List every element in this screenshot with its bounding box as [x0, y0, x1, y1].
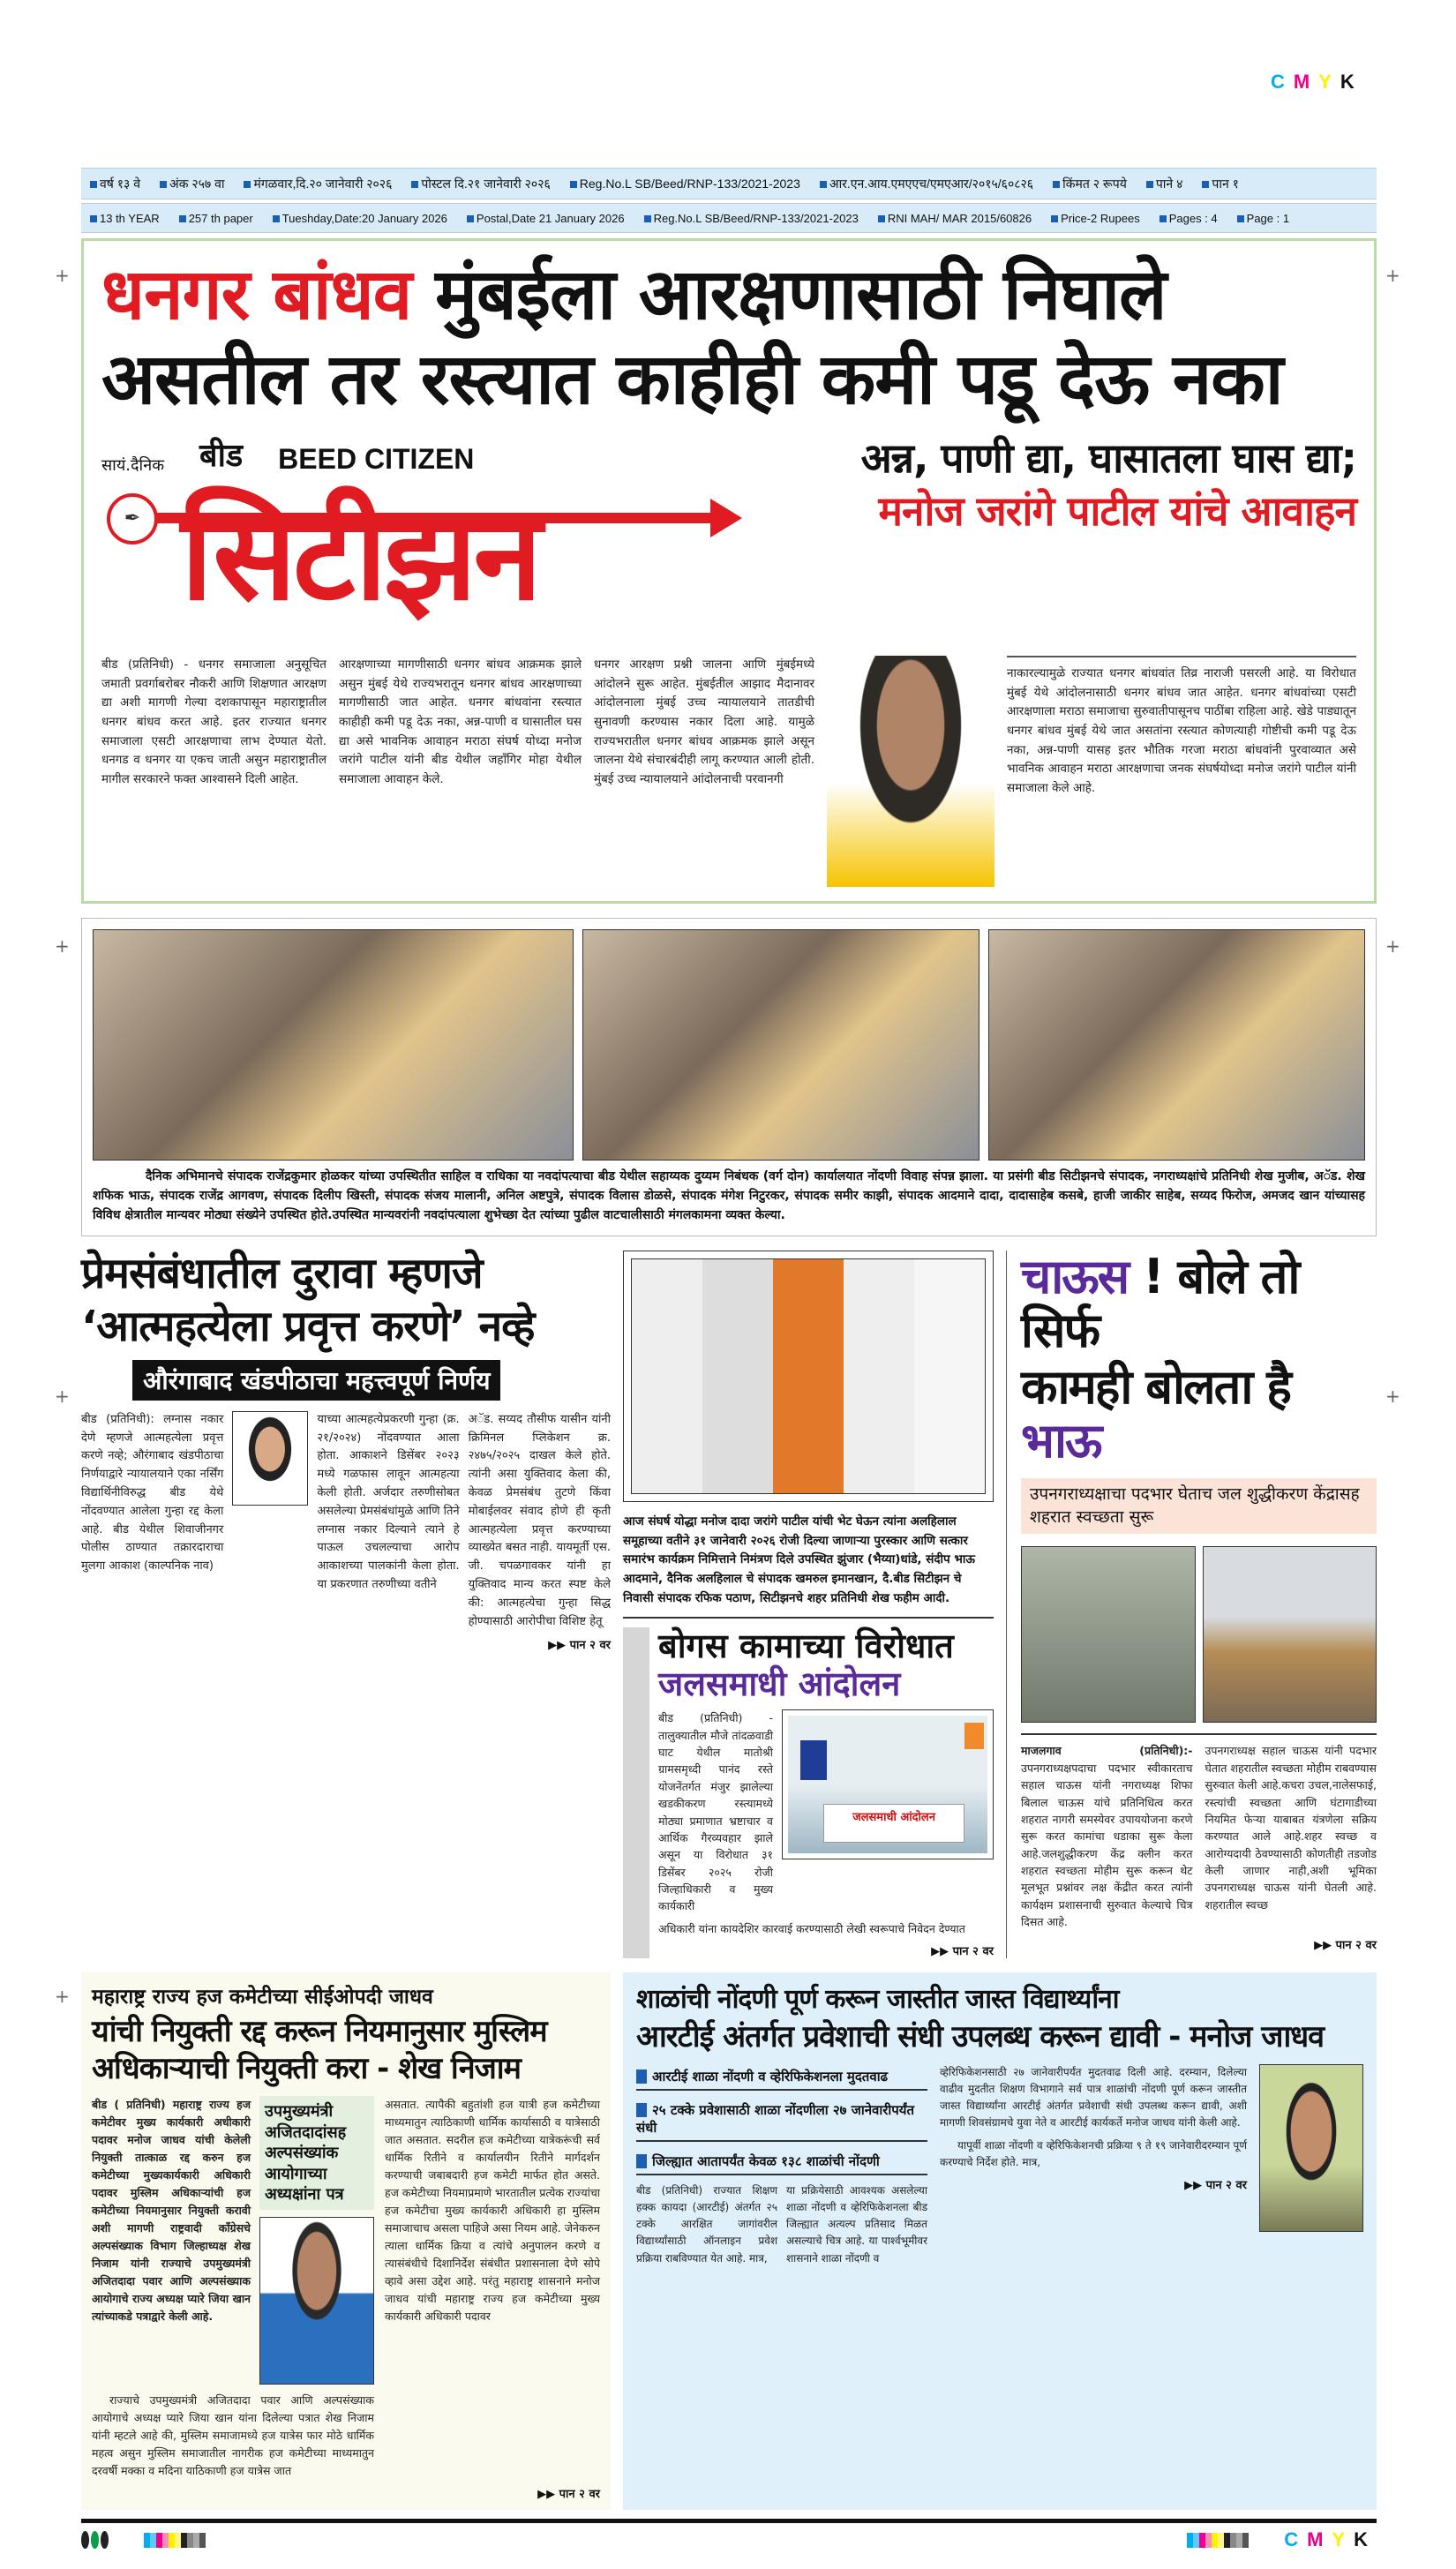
continued-link[interactable]: ▶▶ पान २ वर [81, 1636, 611, 1652]
wedding-photo-2 [582, 929, 979, 1161]
rte-story [623, 1972, 1377, 2510]
hajj-column: बीड ( प्रतिनिधी) महाराष्ट्र राज्य हज कमेटीवर मुख्य कार्यकारी अधीकारी पदावर मनोज जाधव यांची केलेली नियुक्ती तात्काळ रद्द करुन हज कमेटीच्या मुख्यकार्यकारी अधिकारी पदावर मुस्लिम अधिकाऱ्यांची हज कमेटीच्या नियमानुसार नियुक्ती करावी अशी मागणी राष्ट्रवादी कॉंग्रेसचे अल्पसंख्याक विभाग जिल्हाध्यक्ष शेख निजाम यांनी राज्याचे उपमुख्यमंत्री अजितदादा पवार आणि अल्पसंख्याक आयोगाचे राज्य अध्यक्ष प्यारे जिया खान त्यांच्याकडे पत्राद्वारे केली आहे. [92, 2098, 251, 2324]
masthead-tag: सायं.दैनिक [101, 456, 165, 476]
bogus-headline-line1: बोगस कामाच्या विरोधात [658, 1626, 954, 1666]
hajj-headline-line1: यांची नियुक्ती रद्द करून नियमानुसार मुस्लिम [92, 2014, 547, 2050]
advocate-photo [232, 1411, 308, 1506]
hajj-story [81, 1972, 611, 2510]
divider [623, 1617, 994, 1619]
chaus-column: उपनगराध्यक्ष सहाल चाऊस यांनी पदभार घेतात शहरातील स्वच्छता मोहीम राबवण्यास सुरुवात केली आहे.कचरा उचल,नालेसफाई, रस्त्यांची स्वच्छता आणि घंटागाडीच्या नियमित फेऱ्या याबाबत यंत्रणेला सक्रिय करण्यात आले आहे.शहर स्वच्छ व आरोग्यदायी ठेवण्यासाठी कोणतीही तडजोड केली जाणार नाही,अशी भूमिका उपनगराध्यक्ष चाऊस यांनी घेतली आहे. शहरातील स्वच्छ [1205, 1744, 1377, 1912]
crop-mark: + [1385, 1386, 1400, 1407]
flag-icon [800, 1740, 827, 1780]
cmyk-mark-top: CMYK [1271, 71, 1363, 93]
gray-bar [623, 1627, 649, 1958]
rte-bullet: आरटीई शाळा नोंदणी व व्हेरिफिकेशनला मुदतवाढ [636, 2064, 927, 2091]
cleanup-photo-2 [1203, 1546, 1377, 1723]
chaus-subhead: उपनगराध्यक्षाचा पदभार घेताच जल शुद्धीकरण केंद्रासह शहरात स्वच्छता सुरू [1021, 1478, 1377, 1534]
divider [1007, 656, 1356, 657]
continued-link[interactable]: ▶▶ पान २ वर [92, 2485, 600, 2501]
color-bar-right [1187, 2533, 1249, 2548]
wedding-caption: दैनिक अभिमानचे संपादक राजेंद्रकुमार होळकर यांच्या उपस्थितीत साहिल व राधिका या नवदांपत्याचा बीड येथील सहाय्यक दुय्यम निबंधक (वर्ग दोन) कार्यालयात नोंदणी विवाह संपन्न झाला. या प्रसंगी बीड सिटीझनचे संपादक, नगराध्यक्षांचे प्रतिनिधी शेख मुजीब, अॅड. शेख शफिक भाऊ, संपादक राजेंद्र आगवण, संपादक दिलीप खिस्ती, संपादक संजय मालानी, अनिल अष्टपुत्रे, संपादक विलास डोळसे, संपादक मंगेश निटुरकर, संपादक समीर काझी, संपादक आदमाने दादा, दादासाहेब कसबे, हाजी जाकीर साहेब, सय्यद फिरोज, अमजद खान यांच्यासह विविध क्षेत्रातील मान्यवर मोठ्या संख्येने उपस्थित होते.उपस्थित मान्यवरांनी नवदांपत्याला शुभेच्छा देत त्यांच्या पुढील वाटचालीसाठी मंगलकामना व्यक्त केल्या. [93, 1169, 1365, 1222]
sheikh-nizam-photo [259, 2217, 374, 2385]
court-column: बीड (प्रतिनिधी): लग्नास नकार देणे म्हणजे आत्महत्येला प्रवृत्त करणे नव्हे; औरंगाबाद खंडपीठाचा निर्णयाद्वारे न्यायालयाने एका नर्सिंग विद्यार्थिनीविरुद्ध बीड येथे नोंदवण्यात आलेला गुन्हा रद्द केला आहे. बीड येथील शिवाजीनगर पोलीस ठाण्यात तक्रारदाराचा मुलगा आकाश (काल्पनिक नाव) [81, 1412, 224, 1574]
hajj-column: राज्याचे उपमुख्यमंत्री अजितदादा पवार आणि अल्पसंख्याक आयोगाचे अध्यक्ष प्यारे जिया खान यांना दिलेल्या पत्रात शेख निजाम यांनी म्हटले आहे की, मुस्लिम समाजामध्ये हज यात्रेस फार मोठे धार्मिक महत्व असुन मुस्लिम समाजातील नागरीक हज कमेटीच्या माध्यमातुन दरवर्षी मक्का व मदिना याठिकाणी हज यात्रेस जात [92, 2393, 374, 2478]
lead-subhead: अन्न, पाणी द्या, घासातला घास द्या; मनोज जरांगे पाटील यांचे आवाहन [860, 434, 1356, 535]
crop-mark: + [55, 1986, 70, 2007]
bogus-headline-line2: जलसमाधी आंदोलन [658, 1664, 901, 1703]
masthead-city: बीड [199, 438, 244, 475]
wedding-story [81, 918, 1377, 1236]
crop-mark: + [1385, 265, 1400, 286]
crop-mark: + [1385, 935, 1400, 957]
masthead-info-marathi: वर्ष १३ वे अंक २५७ वा मंगळवार,दि.२० जानेवारी २०२६ पोस्टल दि.२१ जानेवारी २०२६ Reg.No.L SB/Beed/RNP-133/2021-2023 आर.एन.आय.एमएएच/एमएआर/२०१५/६०८२६ किंमत २ रूपये पाने ४ पान १ [81, 168, 1377, 199]
bogus-photo-frame [782, 1709, 994, 1859]
flag-icon [964, 1723, 984, 1749]
crop-mark: + [55, 265, 70, 286]
court-headline-line1: प्रेमसंबंधातील दुरावा म्हणजे [81, 1249, 483, 1299]
court-headline-line2: ‘आत्महत्येला प्रवृत्त करणे’ नव्हे [81, 1302, 535, 1351]
alhilal-photo-frame [623, 1251, 994, 1502]
chaus-column [1021, 1742, 1193, 1930]
newspaper-page [81, 168, 1377, 2569]
lead-column: बीड (प्रतिनिधी) - धनगर समाजाला अनुसूचित जमाती प्रवर्गाबरोबर नौकरी आणि शिक्षणात आरक्षण द्या अशी मागणी गेल्या दशकापासून महाराष्ट्रातील धनगर बांधव करत आहे. इतर राज्यात धनगर समाजाला एसटी आरक्षणाचा लाभ देण्यात येतो. धनगड व धनगर या एकच जाती असुन महाराष्ट्रातील मागील सरकारने फक्त आश्वासने दिली आहेत. [101, 657, 326, 786]
wedding-photo-1 [93, 929, 574, 1161]
continued-link[interactable]: ▶▶ पान २ वर [658, 1942, 994, 1958]
bogus-column: बीड (प्रतिनिधी) - तालुक्यातील मौजे तांदळवाडी घाट येथील मातोश्री ग्रामसमृध्दी पानंद रस्ते योजनेंतर्गत मंजुर झालेल्या खडकीकरण रस्त्यामध्ये मोठ्या प्रमाणात भ्रष्टाचार व आर्थिक गैरव्यवहार झाले असून या विरोधात ३१ डिसेंबर २०२५ रोजी जिल्हाधिकारी व मुख्य कार्यकारी [658, 1711, 773, 1913]
alhilal-photo [631, 1258, 986, 1494]
middle-column [623, 1251, 994, 1958]
jarange-photo [827, 656, 994, 887]
masthead-logo [101, 432, 772, 647]
chaus-column-text: उपनगराध्यक्षपदाचा पदभार स्वीकारताच सहाल चाऊस यांनी नगराध्यक्ष शिफा बिलाल चाऊस यांचे प्रतिनिधित्व करत शहरात नागरी समस्येवर उपाययोजना करणे सुरू करत कामांचा धडाका सुरू केला आहे.जलशुद्धीकरण केंद्र क्लीन करत शहरात स्वच्छता मोहीम सुरू करून थेट मूलभूत प्रश्नांवर लक्ष केंद्रीत करत त्यांनी कार्यक्षम प्रशासनाची सुरुवात केल्याचे चित्र दिसत आहे. [1021, 1761, 1193, 1929]
chaus-dateline: माजलगाव (प्रतिनिधी):- [1021, 1744, 1193, 1758]
registration-mark [81, 2531, 109, 2549]
manoj-jadhav-photo [1259, 2064, 1363, 2232]
court-band: औरंगाबाद खंडपीठाचा महत्त्वपूर्ण निर्णय [132, 1360, 500, 1401]
masthead-english: BEED CITIZEN [278, 443, 475, 476]
hajj-box: उपमुख्यमंत्री अजितदादांसह अल्पसंख्यांक आयोगाच्या अध्यक्षांना पत्र [259, 2096, 374, 2210]
pen-tip-icon [710, 499, 742, 537]
court-column: अॅड. सय्यद तौसीफ यासीन यांनी क्रिमिनल प्लिकेशन क्र. २४७५/२०२५ दाखल केले होते. त्यांनी असा युक्तिवाद केला की, केवळ प्रेमसंबंध तुटणे किंवा मोबाईलवर संवाद होणे ही कृती आत्महत्येला प्रवृत्त करण्याच्या व्याख्येत बसत नाही. यायमूर्ती एस. जी. चपळगावकर यांनी हा युक्तिवाद मान्य करत स्पष्ट केले की: आत्महत्येचा गुन्हा सिद्ध होण्यासाठी आरोपीचा विशिष्ट हेतू [468, 1412, 611, 1628]
lead-column: आरक्षणाच्या मागणीसाठी धनगर बांधव आक्रमक झाले असुन मुंबई येथे राज्यभरातून धनगर बांधव आरक्षणाच्या मागणीसाठी जात आहेत. धनगर बांधवांना रस्त्यात काहीही कमी पडू देऊ नका, अन्न-पाणी व घासातील घस द्या असे भावनिक आवाहन मराठा संघर्ष योध्दा मनोज जरांगे पाटील यांनी बीड येथील जहाँगिर मोहा येथील समाजाला आवाहन केले. [339, 657, 582, 786]
lead-column: नाकारल्यामुळे राज्यात धनगर बांधवांत तिव्र नाराजी पसरली आहे. या विरोधात मुंबई येथे आंदोलनासाठी धनगर बांधव जात आहेत. धनगर बांधवांच्या एसटी आरक्षणाला मराठा समाजाचा सुरुवातीपासूनच पाठींबा राहिला आहे. खेडे पाड्यातून धनगर बांधव मुंबई येथे जात असतांना रस्त्यात कोणत्याही गोष्टीची कमी पडू देऊ नका, अन्न-पाणी यासह इतर भौतिक गरजा मराठा बांधवांनी पुरवाव्यात असे भावनिक आवाहन मराठा आरक्षणाचा जनक संघर्षयोध्दा मनोज जरांगे पाटील यांनी समाजाला केले आहे. [1007, 666, 1356, 795]
chaus-story [1006, 1251, 1377, 1958]
rte-column: यापूर्वी शाळा नोंदणी व व्हेरिफिकेशनची प्रक्रिया ९ ते १९ जानेवारीदरम्यान पूर्ण करण्याचे निर्देश होते. मात्र, [940, 2138, 1247, 2168]
lead-story [81, 238, 1377, 904]
rte-column: बीड (प्रतिनिधी) राज्यात शिक्षण हक्क कायदा (आरटीई) अंतर्गत २५ टक्के आरक्षित जागांवरील विद्यार्थ्यांसाठी ऑनलाइन प्रवेश प्रक्रिया राबविण्यात येत आहे. मात्र, [636, 2183, 777, 2265]
continued-link[interactable]: ▶▶ पान २ वर [1021, 1936, 1377, 1952]
hajj-headline-line2: अधिकाऱ्याची नियुक्ती करा - शेख निजाम [92, 2051, 521, 2087]
chaus-headline-line1: चाऊस ! बोले तो सिर्फ [1021, 1249, 1299, 1358]
crop-mark: + [55, 935, 70, 957]
wedding-photo-3 [988, 929, 1365, 1161]
hajj-column: असतात. त्यापैकी बहुतांशी हज यात्री हज कमेटीच्या माध्यमातुन त्याठिकाणी धार्मिक कार्यासाठी व यात्रेसाठी जात असतात. सदरील हज कमेटीच्या यात्रेकरूंची सर्व धार्मिक रितीने व कार्यालयीन रितीने मार्गदर्शन करण्याची जबाबदारी हज कमेटी मार्फत होत असते. हज कमेटीच्या नियमाप्रमाणे भारतातील प्रत्येक राज्यांचा हज कमेटीचा मुख्य कार्यकारी अधिकारी हा मुस्लिम समाजाचाच असला पाहिजे असा नियम आहे. जेनेकरुन त्याला धार्मिक क्रिया व त्यांचे अनुपालन करणे व त्यासंबंधीचे दिशानिर्देश संबंधीत प्रशासनाला देणे सोपे व्हावे असा उद्देश आहे. परंतु महाराष्ट्र शासनाने मनोज जाधव यांची महाराष्ट्र राज्य हज कमेटीच्या मुख्य कार्यकारी अधिकारी पदावर [385, 2098, 600, 2324]
color-bar-left [144, 2533, 206, 2548]
rte-column: व्हेरिफिकेशनसाठी २७ जानेवारीपर्यंत मुदतवाढ दिली आहे. दरम्यान, दिलेल्या वाढीव मुदतीत शिक्षण विभागाने सर्व पात्र शाळांची नोंदणी पूर्ण करून जास्तीत जास्त विद्यार्थ्यांना आरटीई अंतर्गत प्रवेशाची संधी उपलब्ध करून द्यावी, अशी मागणी शिवसंग्रामचे युवा नेते व आरटीई कार्यकर्ते मनोज जाधव यांनी केली आहे. [940, 2065, 1247, 2130]
lead-headline-line2: असतील तर रस्त्यात काहीही कमी पडू देऊ नका [101, 337, 1283, 420]
protest-photo [788, 1716, 987, 1853]
cleanup-photo-1 [1021, 1546, 1196, 1723]
chaus-headline-line2: कामही बोलता है भाऊ [1021, 1359, 1290, 1469]
rte-column: या प्रक्रियेसाठी आवश्यक असलेल्या शाळा नोंदणी व व्हेरिफिकेशनला बीड जिल्ह्यात अत्यल्प प्रतिसाद मिळत असल्याचे चित्र आहे. या पार्श्वभूमीवर शासनाने शाळा नोंदणी व [786, 2183, 927, 2265]
protest-banner: जलसमाधी आंदोलन [823, 1804, 964, 1843]
court-story [81, 1251, 611, 1958]
masthead-info-english: 13 th YEAR 257 th paper Tueshday,Date:20 January 2026 Postal,Date 21 January 2026 Reg.No.L SB/Beed/RNP-133/2021-2023 RNI MAH/ MAR 2015/60826 Price-2 Rupees Pages : 4 Page : 1 [81, 203, 1377, 233]
cmyk-mark-bottom: CMYK [1284, 2528, 1377, 2551]
divider [1021, 1733, 1377, 1735]
hajj-kicker: महाराष्ट्र राज्य हज कमेटीच्या सीईओपदी जाधव [92, 1986, 433, 2009]
crop-mark: + [55, 1386, 70, 1407]
masthead-name: सिटीझन [181, 485, 539, 629]
lead-column: धनगर आरक्षण प्रश्नी जालना आणि मुंबईमध्ये आंदोलने सुरू आहेत. मुंबईतील आझाद मैदानावर आंदोलनाला मुंबई उच्च न्यायालयाने तातडीची सुनावणी करण्यास नकार दिला आहे. यामुळे राज्यभरातील धनगर बांधव आक्रमक झाले असून जालना येथे संचारबंदीही लागू करण्यात आली होती. मुंबई उच्च न्यायालयाने आंदोलनाची परवानगी [594, 657, 814, 786]
court-column: याच्या आत्महत्येप्रकरणी गुन्हा (क्र. २१/२०२४) नोंदवण्यात आला होता. आकाशने डिसेंबर २०२३ मध्ये गळफास लावून आत्महत्या केली होती. अर्जदार तरुणीसोबत असलेल्या प्रेमसंबंधांमुळे आणि तिने लग्नास नकार दिल्याने त्याने हे पाऊल उचलल्याचा आरोप आकाशच्या पालकांनी केला होता. या प्रकरणात तरुणीच्या वतीने [317, 1412, 460, 1591]
bogus-column: अधिकारी यांना कायदेशिर कारवाई करण्यासाठी लेखी स्वरूपाचे निवेदन देण्यात [658, 1921, 965, 1935]
continued-link[interactable]: ▶▶ पान २ वर [940, 2176, 1247, 2192]
alhilal-caption: आज संघर्ष योद्धा मनोज दादा जरांगे पाटील यांची भेट घेऊन त्यांना अलहिलाल समूहाच्या वतीने ३१ जानेवारी २०२६ रोजी दिल्या जाणाऱ्या पुरस्कार आणि सत्कार समारंभ कार्यक्रम निमित्ताने निमंत्रण दिले उपस्थित झुंजार (भैय्या)धांडे, संदीप भाऊ आदमाने, दैनिक अलहिलाल चे संपादक खमरुल इमानखान, दै.बीड सिटीझन चे निवासी संपादक रफिक पठाण, सिटीझनचे शहर प्रतिनिधी शेख फहीम आदी. [623, 1514, 975, 1605]
rte-bullet: २५ टक्के प्रवेशासाठी शाळा नोंदणीला २७ जानेवारीपर्यंत संधी [636, 2098, 927, 2142]
rte-bullet: जिल्ह्यात आतापर्यंत केवळ १३८ शाळांची नोंदणी [636, 2149, 927, 2175]
rte-headline-line2: आरटीई अंतर्गत प्रवेशाची संधी उपलब्ध करून द्यावी - मनोज जाधव [636, 2018, 1325, 2054]
rte-bullets [636, 2064, 927, 2175]
footer-rule [81, 2519, 1377, 2523]
pen-nib-icon: ✒ [107, 493, 158, 545]
lead-headline-line1: धनगर बांधव मुंबईला आरक्षणासाठी निघाले [101, 253, 1167, 335]
rte-headline-line1: शाळांची नोंदणी पूर्ण करून जास्तीत जास्त विद्यार्थ्यांना [636, 1984, 1119, 2016]
